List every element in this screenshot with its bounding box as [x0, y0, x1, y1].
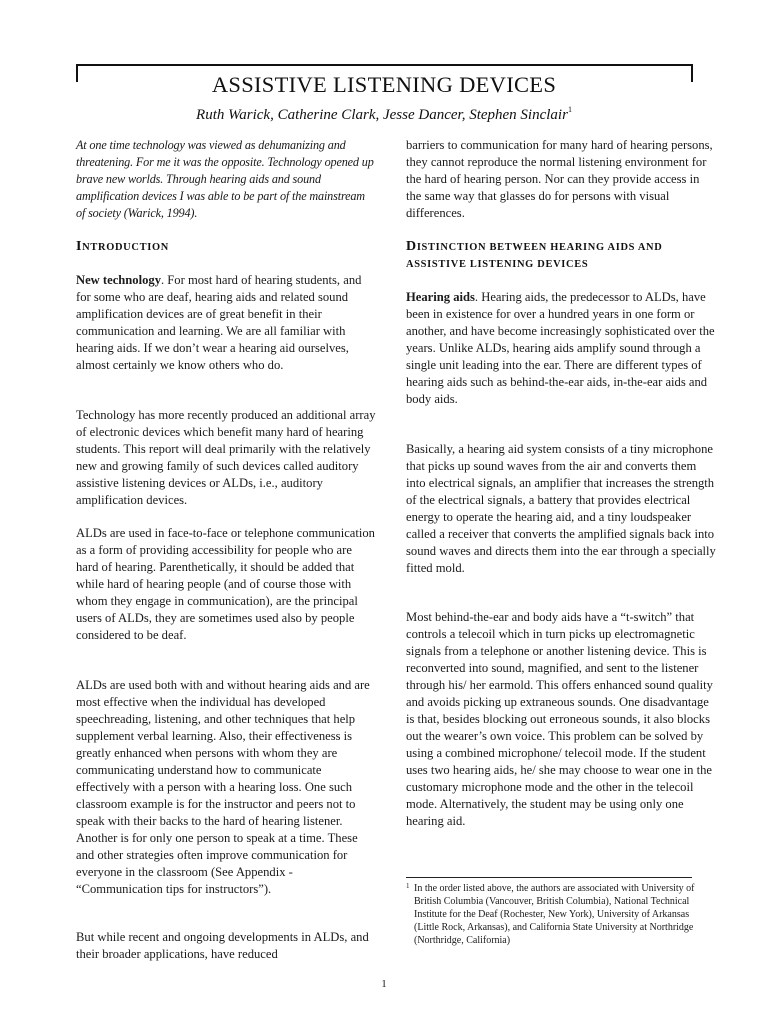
- paragraph-alds-effectiveness: ALDs are used both with and without hearing aids and are most effective when the individual has developed speechreading, listening, and other techniques that help supplement verbal learning. Also, their effectiveness is greatly enhanced when persons with whom they are communicating understand how to communicate effectively with a person with a hearing loss. One such classroom example is for the instructor and peers not to speak with their backs to the hard of hearing listener. Another is for only one person to speak at a time. These and other strategies often improve communication for everyone in the classroom (See Appendix - “Communication tips for instructors”).: [76, 678, 370, 896]
- paragraph-barriers: barriers to communication for many hard of hearing persons, they cannot reproduce the normal listening environment for the hard of hearing person. Nor can they provide access in the same way that glasses do for persons with visual differences.: [406, 138, 713, 220]
- footnote: [406, 882, 696, 947]
- paragraph-hearing-aids-text: . Hearing aids, the predecessor to ALDs, have been in existence for over a hundred years in one form or another, and have become increasingly sophisticated over the years. Unlike ALDs, hearing aids amplify sound through a single unit leading into the ear. There are different types of hearing aids such as behind-the-ear aids, in-the-ear aids and body aids.: [406, 290, 715, 406]
- page-number: 1: [381, 978, 387, 990]
- paragraph-hearing-aid-system: Basically, a hearing aid system consists of a tiny microphone that picks up sound waves from the air and converts them into electrical signals, an amplifier that increases the strength of the electrical signals, a battery that provides electrical energy to operate the hearing aid, and a tiny loudspeaker called a receiver that converts the amplified signals back into sound waves and directs them into the ear through a specially fitted mold.: [406, 442, 716, 575]
- opening-quote: At one time technology was viewed as dehumanizing and threatening. For me it was the opposite. Technology opened up brave new worlds. Through hearing aids and sound amplification devices I was able to be part of the mainstream of society (Warick, 1994).: [76, 138, 374, 220]
- paragraph-hearing-aids: [406, 289, 716, 408]
- footnote-marker: 1: [406, 882, 410, 890]
- term-new-technology: New technology: [76, 273, 161, 287]
- heading-distinction: DISTINCTION BETWEEN HEARING AIDS AND ASSISTIVE LISTENING DEVICES: [406, 239, 663, 270]
- paragraph-new-technology-text: . For most hard of hearing students, and for some who are deaf, hearing aids and related sound amplification devices are of great benefit in their communication and learning. We are all familiar with hearing aids. If we don’t wear a hearing aid ourselves, almost certainly we know others who do.: [76, 273, 362, 372]
- paragraph-new-technology: [76, 272, 376, 374]
- author-footnote-marker: 1: [567, 105, 572, 114]
- paragraph-t-switch: Most behind-the-ear and body aids have a “t-switch” that controls a telecoil which in turn picks up electromagnetic signals from a telephone or another listening device. This is reconverted into sound, magnified, and sent to the listener through his/ her earmold. This offers enhanced sound quality and avoids picking up extraneous sounds. One disadvantage is that, besides blocking out erroneous sounds, it also blocks out the wearer’s own voice. This problem can be solved by using a combined microphone/ telecoil mode. If the student uses two hearing aids, he/ she may choose to wear one in the customary microphone mode and the other in the telecoil mode. Alternatively, the student may be using only one hearing aid.: [406, 610, 713, 828]
- paragraph-recent-developments: But while recent and ongoing developments in ALDs, and their broader applications, have reduced: [76, 930, 369, 961]
- page-title: ASSISTIVE LISTENING DEVICES: [211, 72, 557, 97]
- heading-introduction: INTRODUCTION: [76, 239, 169, 254]
- paragraph-alds-usage: ALDs are used in face-to-face or telephone communication as a form of providing accessibility for people who are hard of hearing. Parenthetically, it should be added that while hard of hearing people (and of course those with whom they engage in communication), are the principal users of ALDs, they are sometimes used also by people considered to be deaf.: [76, 526, 375, 642]
- author-names: Ruth Warick, Catherine Clark, Jesse Dancer, Stephen Sinclair: [196, 107, 568, 123]
- footnote-text: In the order listed above, the authors are associated with University of British Columbia (Vancouver, British Columbia), National Technical Institute for the Deaf (Rochester, New York), University of Arkansas (Little Rock, Arkansas), and California State University at Northridge (Northridge, California): [414, 883, 695, 946]
- paragraph-technology-recent: Technology has more recently produced an additional array of electronic devices which benefit many hard of hearing students. This report will deal primarily with the relatively new and growing family of such devices called auditory assistive listening devices or ALDs, i.e., auditory amplification devices.: [76, 408, 376, 507]
- footnote-divider: [406, 877, 692, 878]
- term-hearing-aids: Hearing aids: [406, 290, 475, 304]
- author-line: [0, 101, 768, 124]
